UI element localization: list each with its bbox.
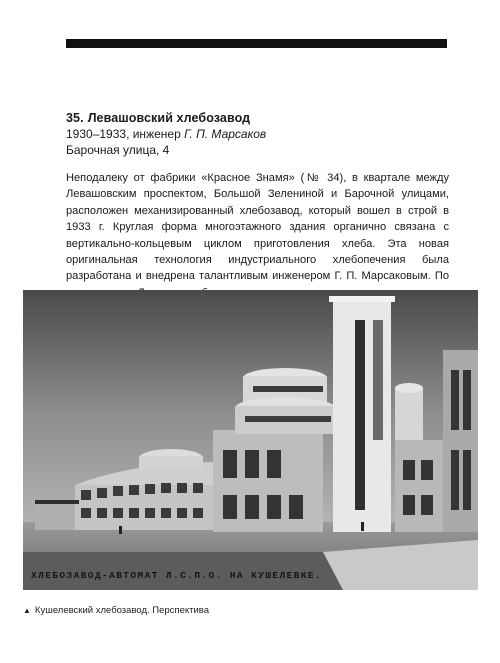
illustration-perspective bbox=[23, 290, 478, 590]
drawing-inscription: ХЛЕБОЗАВОД-АВТОМАТ Л.С.П.О. НА КУШЕЛЕВКЕ. bbox=[31, 570, 323, 581]
stair-tower-glazing bbox=[355, 320, 365, 510]
caption-marker: ▲ bbox=[23, 606, 31, 615]
caption-text: Кушелевский хлебозавод. Перспектива bbox=[34, 605, 210, 616]
figure-person bbox=[119, 526, 122, 534]
entry-engineer: Г. П. Марсаков bbox=[184, 127, 267, 141]
entry-address: Барочная улица, 4 bbox=[66, 143, 170, 157]
right-drum bbox=[395, 388, 423, 448]
figure-caption bbox=[23, 605, 478, 617]
figure-person bbox=[361, 522, 364, 531]
top-rule bbox=[66, 39, 447, 48]
body-paragraph: Неподалеку от фабрики «Красное Знамя» (№ 34), в квартале между Левашовским проспектом, Большой Зелениной и Барочной улицами, расположен механизированный хлебозавод, который вошел в строй в 1933 г. Круглая форма многоэтажного здания органично связана с вертикально-кольцевым циклом приготовления хлеба. Эта новая оригинальная технология индустриального хлебопечения была разработана и внедрена талантливым инженером Г. П. Марсаковым. По bbox=[66, 172, 449, 283]
entry-title bbox=[66, 110, 447, 126]
entry-date-author bbox=[66, 126, 447, 142]
shed bbox=[35, 502, 75, 530]
entry-title-text: Левашовский хлебозавод bbox=[87, 111, 251, 125]
entry-heading bbox=[66, 110, 447, 158]
entry-years: 1930–1933, инженер bbox=[66, 127, 185, 141]
building-drawing bbox=[23, 290, 478, 590]
entry-number: 35. bbox=[66, 111, 84, 125]
right-block bbox=[443, 350, 478, 532]
